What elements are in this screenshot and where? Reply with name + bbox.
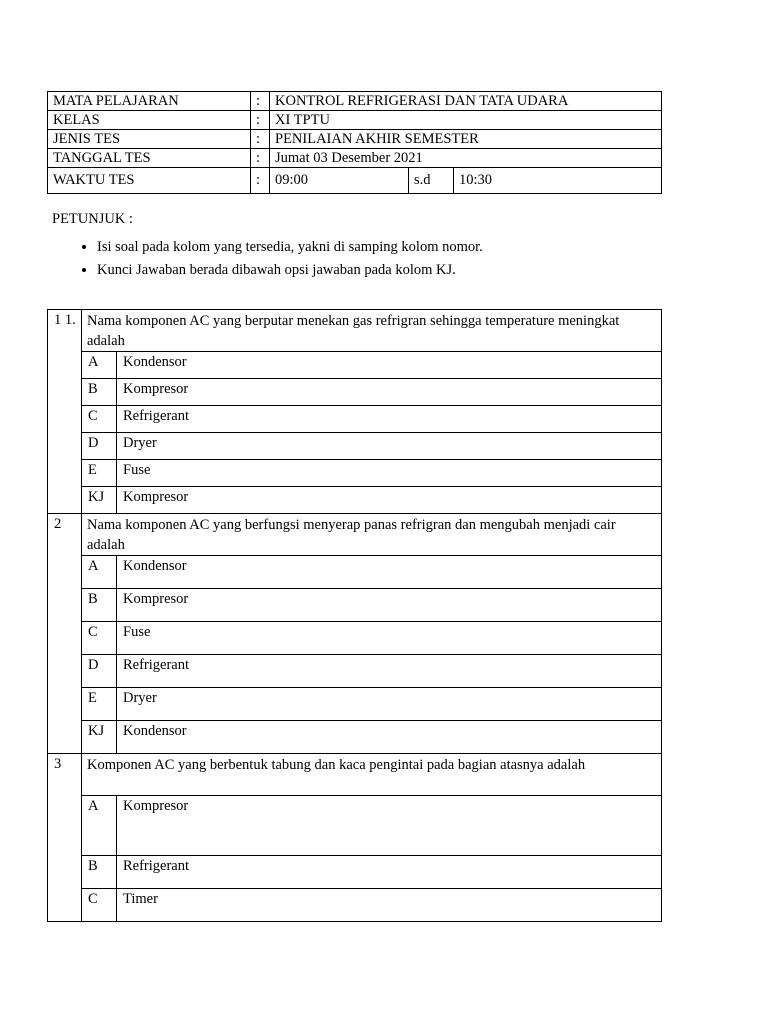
colon: : — [251, 168, 270, 194]
option-row — [48, 688, 662, 721]
colon: : — [251, 92, 270, 111]
answer-key-row — [48, 487, 662, 514]
question-row — [48, 514, 662, 556]
option-row — [48, 622, 662, 655]
question-row — [48, 310, 662, 352]
header-row-subject — [48, 92, 662, 111]
option-text: Dryer — [117, 433, 662, 460]
option-row — [48, 352, 662, 379]
option-text: Fuse — [117, 622, 662, 655]
option-text: Kompresor — [117, 589, 662, 622]
time-separator: s.d — [409, 168, 454, 194]
option-letter: A — [82, 352, 117, 379]
option-letter: E — [82, 460, 117, 487]
option-text: Kondensor — [117, 352, 662, 379]
time-label: WAKTU TES — [48, 168, 251, 194]
question-text: Nama komponen AC yang berputar menekan gas refrigran sehingga temperature meningkat adalah — [82, 310, 662, 352]
option-text: Kompresor — [117, 379, 662, 406]
instructions-list — [52, 236, 692, 282]
header-row-test-type — [48, 130, 662, 149]
option-text: Kondensor — [117, 556, 662, 589]
question-number: 3 — [48, 754, 82, 922]
date-value: Jumat 03 Desember 2021 — [270, 149, 662, 168]
option-row — [48, 589, 662, 622]
question-number: 2 — [48, 514, 82, 754]
option-text: Timer — [117, 889, 662, 922]
option-text: Dryer — [117, 688, 662, 721]
option-letter: B — [82, 589, 117, 622]
subject-value: KONTROL REFRIGERASI DAN TATA UDARA — [270, 92, 662, 111]
option-row — [48, 460, 662, 487]
option-letter: B — [82, 379, 117, 406]
class-value: XI TPTU — [270, 111, 662, 130]
class-label: KELAS — [48, 111, 251, 130]
colon: : — [251, 130, 270, 149]
option-letter: A — [82, 796, 117, 856]
option-row — [48, 889, 662, 922]
date-label: TANGGAL TES — [48, 149, 251, 168]
option-row — [48, 856, 662, 889]
option-text: Refrigerant — [117, 406, 662, 433]
answer-key-label: KJ — [82, 721, 117, 754]
subject-label: MATA PELAJARAN — [48, 92, 251, 111]
question-text: Nama komponen AC yang berfungsi menyerap panas refrigran dan mengubah menjadi cair adalah — [82, 514, 662, 556]
option-letter: E — [82, 688, 117, 721]
option-text: Refrigerant — [117, 655, 662, 688]
time-end: 10:30 — [454, 168, 662, 194]
option-letter: C — [82, 406, 117, 433]
option-text: Fuse — [117, 460, 662, 487]
instructions-title: PETUNJUK : — [52, 211, 133, 227]
question-table — [47, 309, 662, 922]
header-row-class — [48, 111, 662, 130]
answer-key-row — [48, 721, 662, 754]
instructions-section — [52, 210, 692, 282]
option-text: Kompresor — [117, 796, 662, 856]
instruction-item: • Isi soal pada kolom yang tersedia, yakni di samping kolom nomor. — [97, 236, 692, 259]
test-type-label: JENIS TES — [48, 130, 251, 149]
answer-key-value: Kompresor — [117, 487, 662, 514]
answer-key-label: KJ — [82, 487, 117, 514]
option-letter: B — [82, 856, 117, 889]
option-letter: D — [82, 655, 117, 688]
option-letter: C — [82, 889, 117, 922]
question-row — [48, 754, 662, 796]
option-letter: D — [82, 433, 117, 460]
colon: : — [251, 111, 270, 130]
instruction-item: • Kunci Jawaban berada dibawah opsi jawaban pada kolom KJ. — [97, 259, 692, 282]
option-letter: A — [82, 556, 117, 589]
option-row — [48, 433, 662, 460]
exam-header-table — [47, 91, 662, 194]
test-type-value: PENILAIAN AKHIR SEMESTER — [270, 130, 662, 149]
header-row-time — [48, 168, 662, 194]
answer-key-value: Kondensor — [117, 721, 662, 754]
option-text: Refrigerant — [117, 856, 662, 889]
question-number: 1 1. — [48, 310, 82, 514]
colon: : — [251, 149, 270, 168]
option-row — [48, 379, 662, 406]
option-row — [48, 796, 662, 856]
option-row — [48, 556, 662, 589]
header-row-date — [48, 149, 662, 168]
option-letter: C — [82, 622, 117, 655]
question-text: Komponen AC yang berbentuk tabung dan kaca pengintai pada bagian atasnya adalah — [82, 754, 662, 796]
time-start: 09:00 — [270, 168, 409, 194]
option-row — [48, 406, 662, 433]
option-row — [48, 655, 662, 688]
